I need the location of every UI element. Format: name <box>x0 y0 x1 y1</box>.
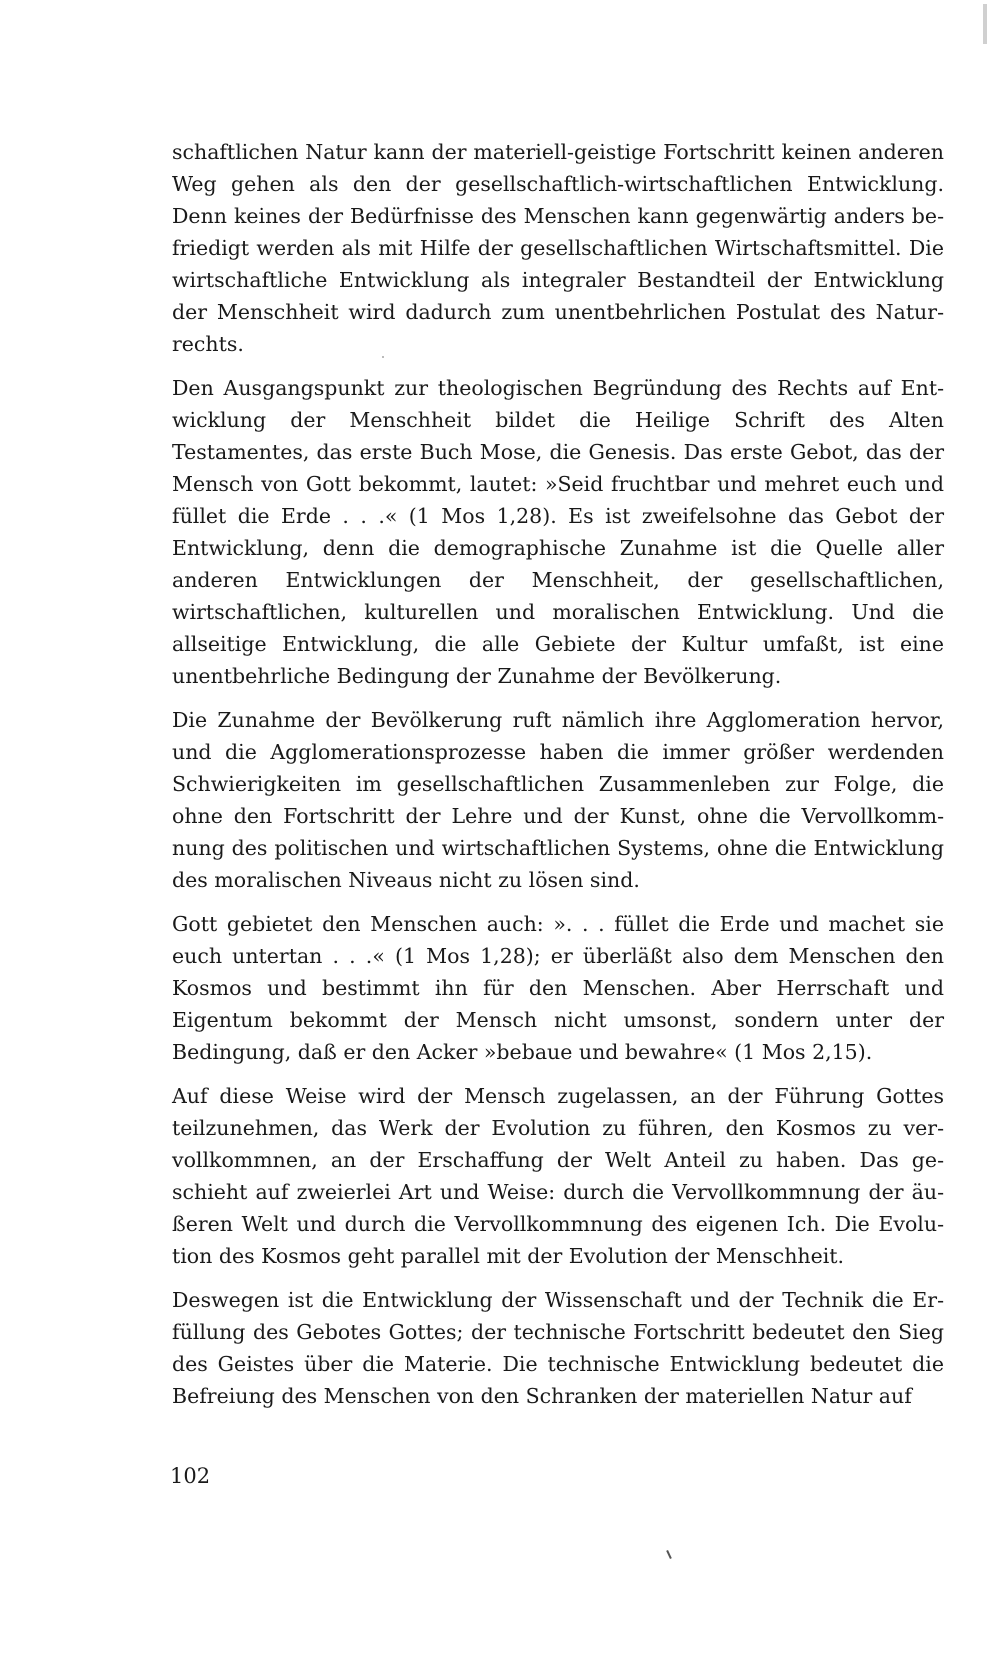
body-text <box>172 136 944 1424</box>
scan-speck <box>666 1550 672 1559</box>
page-number: 102 <box>170 1464 211 1488</box>
paragraph-5: Auf diese Weise wird der Mensch zugelassen, an der Führung Gottes teilzunehmen, das Werk der Evolution zu führen, den Kosmos zu vervollkommnen, an der Erschaffung der Welt Anteil zu haben. Das geschieht auf zweierlei Art und Weise: durch die Vervollkommnung der äußeren Welt und durch die Vervollkommnung des eigenen Ich. Die Evolution des Kosmos geht parallel mit der Evolution der Menschheit. <box>172 1084 944 1268</box>
paragraph-2: Den Ausgangspunkt zur theologischen Begründung des Rechts auf Entwicklung der Menschheit bildet die Heilige Schrift des Alten Testamentes, das erste Buch Mose, die Genesis. Das erste Gebot, das der Mensch von Gott bekommt, lautet: »Seid fruchtbar und mehret euch und füllet die Erde . . .« (1 Mos 1,28). Es ist zweifelsohne das Gebot der Entwicklung, denn die demographische Zunahme ist die Quelle aller anderen Entwicklungen der Menschheit, der gesellschaftlichen, wirtschaftlichen, kulturellen und moralischen Entwicklung. Und die allseitige Entwicklung, die alle Gebiete der Kultur umfaßt, ist eine unentbehrliche Bedingung der Zunahme der Bevölkerung. <box>172 376 944 688</box>
paragraph-3: Die Zunahme der Bevölkerung ruft nämlich ihre Agglomeration hervor, und die Agglomerationsprozesse haben die immer größer werdenden Schwierigkeiten im gesellschaftlichen Zusammenleben zur Folge, die ohne den Fortschritt der Lehre und der Kunst, ohne die Vervollkommnung des politischen und wirtschaftlichen Systems, ohne die Entwicklung des moralischen Niveaus nicht zu lösen sind. <box>172 708 944 892</box>
paragraph-4: Gott gebietet den Menschen auch: ». . . füllet die Erde und machet sie euch untertan . . .« (1 Mos 1,28); er überläßt also dem Menschen den Kosmos und bestimmt ihn für den Menschen. Aber Herrschaft und Eigentum bekommt der Mensch nicht umsonst, sondern unter der Bedingung, daß er den Acker »bebaue und bewahre« (1 Mos 2,15). <box>172 912 944 1064</box>
paragraph-1: schaftlichen Natur kann der materiell-geistige Fortschritt keinen anderen Weg gehen als den der gesellschaftlich-wirtschaftlichen Entwicklung. Denn keines der Bedürfnisse des Menschen kann gegenwärtig anders befriedigt werden als mit Hilfe der gesellschaftlichen Wirtschaftsmittel. Die wirtschaftliche Entwicklung als integraler Bestandteil der Entwicklung der Menschheit wird dadurch zum unentbehrlichen Postulat des Naturrechts. <box>172 140 944 356</box>
scan-edge-mark <box>983 4 987 44</box>
scan-speck <box>382 356 384 358</box>
paragraph-6: Deswegen ist die Entwicklung der Wissenschaft und der Technik die Erfüllung des Gebotes Gottes; der technische Fortschritt bedeutet den Sieg des Geistes über die Materie. Die technische Entwicklung bedeutet die Befreiung des Menschen von den Schranken der materiellen Natur auf <box>172 1288 944 1408</box>
